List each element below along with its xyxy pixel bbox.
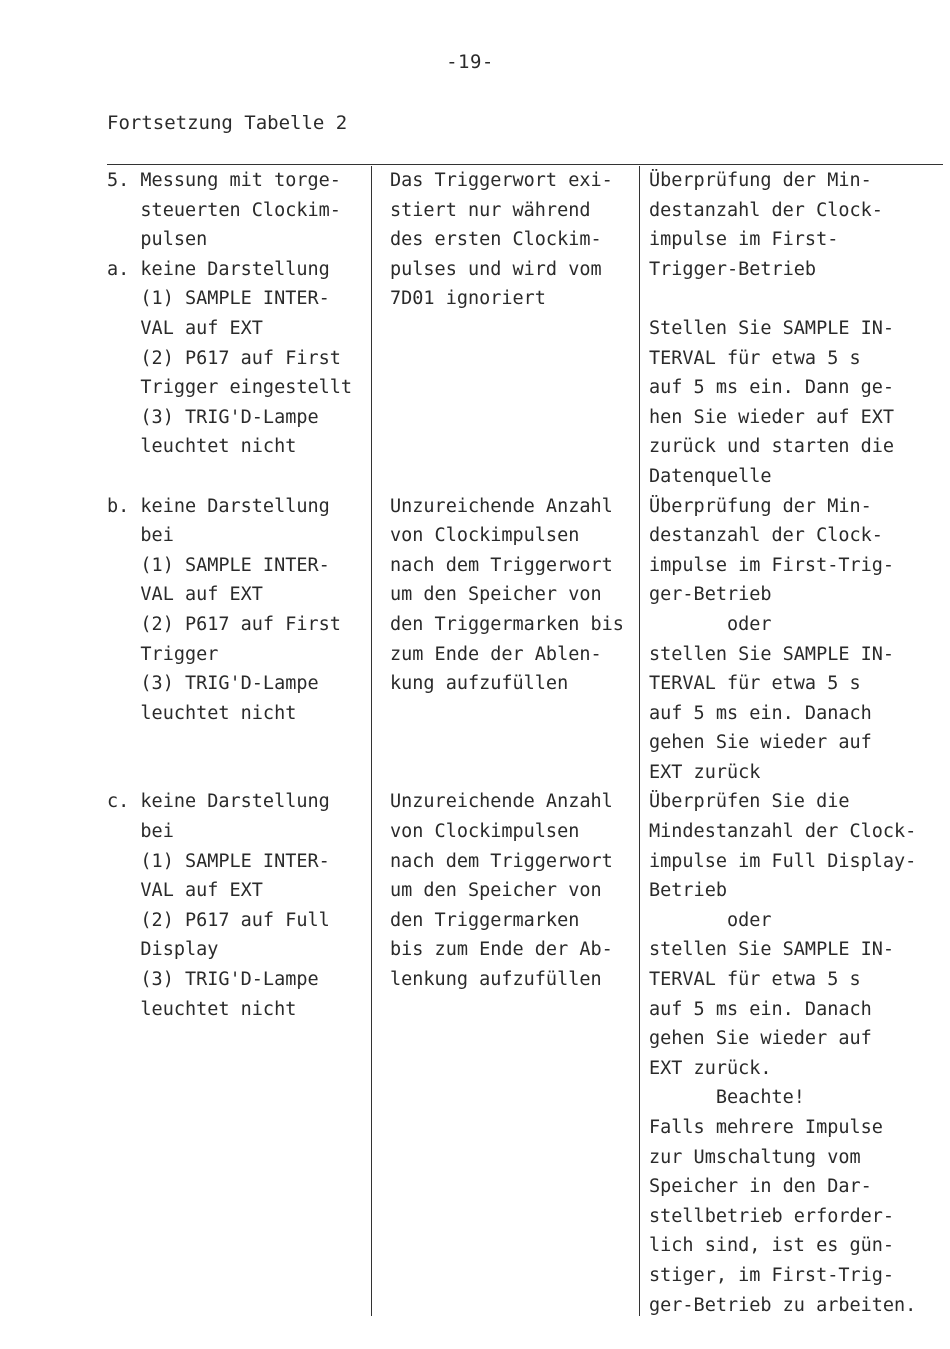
table-cell-line: den Triggermarken [390,909,580,931]
table-cell-line [390,758,637,788]
table-cell-line [390,462,637,492]
table-heading: Fortsetzung Tabelle 2 [107,112,348,134]
table-cell-line: impulse im Full Display- [649,850,917,872]
table-cell-line: stiger, im First-Trig- [649,1264,895,1286]
table-cell-line: hen Sie wieder auf EXT [649,406,895,428]
table-cell-line: Stellen Sie SAMPLE IN- [649,317,895,339]
table-cell-line: auf 5 ms ein. Danach [649,702,872,724]
table-cell-line: Trigger eingestellt [107,377,353,399]
table-cell-line: Mindestanzahl der Clock- [649,821,917,843]
table-cell-line: um den Speicher von [390,584,602,606]
table-cell-line: oder [649,613,772,635]
table-cell-line: VAL auf EXT [107,317,263,339]
table-cell-line: stellbetrieb erforder- [649,1205,895,1227]
table-cell-line: bei [107,525,174,547]
table-cell-line: destanzahl der Clock- [649,199,883,221]
table-cell-line: (2) P617 auf Full [107,909,330,931]
table-cell-line: (1) SAMPLE INTER- [107,850,330,872]
table-cell-line: nach dem Triggerwort [390,554,613,576]
table-cell-line: (2) P617 auf First [107,347,341,369]
table-cell-line: leuchtet nicht [107,702,297,724]
table-cell-line: Unzureichende Anzahl [390,495,613,517]
table-cell-line [390,373,637,403]
table-cell-line: Trigger-Betrieb [649,258,817,280]
table-cell-line [107,758,369,788]
table-cell-line: pulses und wird vom [390,258,602,280]
table-cell-line: Display [107,939,219,961]
table-cell-line: stellen Sie SAMPLE IN- [649,939,895,961]
table-cell-line: EXT zurück [649,761,761,783]
table-cell-line: Trigger [107,643,219,665]
table-cell-line: bis zum Ende der Ab- [390,939,613,961]
table-cell-line: oder [649,909,772,931]
table-cell-line: b. keine Darstellung [107,495,330,517]
table-cell-line: von Clockimpulsen [390,525,580,547]
table-cell-line: ger-Betrieb zu arbeiten. [649,1294,917,1316]
table-cell-line: c. keine Darstellung [107,791,330,813]
table-cell-line: TERVAL für etwa 5 s [649,347,861,369]
table-top-rule [107,164,943,165]
table-cell-line: von Clockimpulsen [390,821,580,843]
table-cell-line: (1) SAMPLE INTER- [107,554,330,576]
table-cell-line: Speicher in den Dar- [649,1176,872,1198]
table-cell-line: gehen Sie wieder auf [649,732,872,754]
table-cell-line: auf 5 ms ein. Danach [649,998,872,1020]
table-cell-line: den Triggermarken bis [390,613,624,635]
table-cell-line: steuerten Clockim- [107,199,341,221]
table-cell-line [390,699,637,729]
column-cause [390,166,637,995]
table-cell-line: Falls mehrere Impulse [649,1117,883,1138]
table-cell-line: a. keine Darstellung [107,258,330,280]
table-cell-line: ger-Betrieb [649,584,772,606]
table-cell-line [390,314,637,344]
table-cell-line: Datenquelle [649,465,772,487]
table-cell-line [390,344,637,374]
table-cell-line: (3) TRIG'D-Lampe [107,406,319,428]
table-cell-line: zurück und starten die [649,436,895,458]
table-cell-line: bei [107,821,174,843]
table-cell-line: nach dem Triggerwort [390,850,613,872]
table-cell-line: destanzahl der Clock- [649,525,883,547]
table-cell-line: (1) SAMPLE INTER- [107,288,330,310]
table-cell-line: 5. Messung mit torge- [107,170,341,191]
table-cell-line: TERVAL für etwa 5 s [649,969,861,991]
table-cell-line: leuchtet nicht [107,998,297,1020]
table-cell-line: VAL auf EXT [107,584,263,606]
table-cell-line: (3) TRIG'D-Lampe [107,969,319,991]
column-divider [371,166,372,1316]
table-cell-line: leuchtet nicht [107,436,297,458]
table-cell-line [107,728,369,758]
table-cell-line: um den Speicher von [390,880,602,902]
table-cell-line: (3) TRIG'D-Lampe [107,673,319,695]
column-divider [639,166,640,1316]
table-cell-line [390,432,637,462]
table-cell-line: Überprüfung der Min- [649,170,872,191]
table-cell-line: zur Umschaltung vom [649,1146,861,1168]
table-cell-line [390,728,637,758]
table-cell-line: impulse im First-Trig- [649,554,895,576]
table-cell-line: EXT zurück. [649,1057,772,1079]
table-cell-line: TERVAL für etwa 5 s [649,673,861,695]
table-cell-line: (2) P617 auf First [107,613,341,635]
table-cell-line: lenkung aufzufüllen [390,969,602,991]
table-cell-line [649,284,945,314]
table-cell-line: impulse im First- [649,229,839,251]
table-cell-line: zum Ende der Ablen- [390,643,602,665]
table-cell-line: 7D01 ignoriert [390,288,546,310]
table-cell-line: stellen Sie SAMPLE IN- [649,643,895,665]
page-number: -19- [446,51,494,73]
table-cell-line: Beachte! [649,1087,805,1109]
column-symptom [107,166,369,1024]
table-cell-line: kung aufzufüllen [390,673,569,695]
table-cell-line: Betrieb [649,880,727,902]
table-cell-line: VAL auf EXT [107,880,263,902]
table-cell-line: lich sind, ist es gün- [649,1235,895,1257]
table-cell-line [390,403,637,433]
table-cell-line: pulsen [107,229,208,251]
table-cell-line: stiert nur während [390,199,591,221]
table-cell-line: des ersten Clockim- [390,229,602,251]
table-cell-line: gehen Sie wieder auf [649,1028,872,1050]
table-cell-line: Überprüfung der Min- [649,495,872,517]
table-cell-line: Überprüfen Sie die [649,791,850,813]
table-cell-line: Das Triggerwort exi- [390,170,613,191]
table-cell-line: Unzureichende Anzahl [390,791,613,813]
column-remedy [649,166,945,1320]
table-cell-line [107,462,369,492]
table-cell-line: auf 5 ms ein. Dann ge- [649,377,895,399]
